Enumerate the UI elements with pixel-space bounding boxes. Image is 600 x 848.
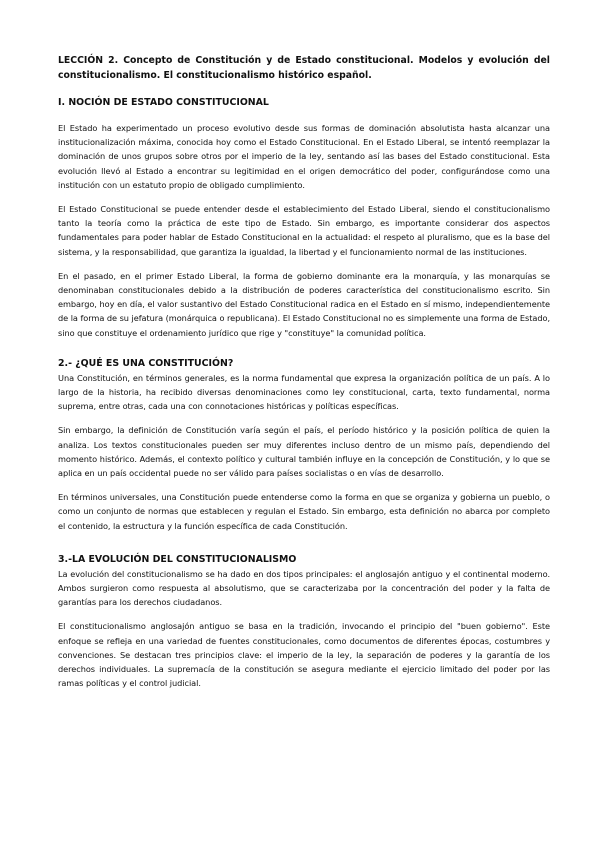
paragraph: El Estado Constitucional se puede entender desde el establecimiento del Estado Liberal, siendo el constitucionalismo tanto la teoría como la práctica de este tipo de Estado. Sin embargo, es importante considerar dos aspectos fundamentales para poder hablar de Estado Constitucional en la actualidad: el respeto al pluralismo, que es la base del sistema, y la responsabilidad, que garantiza la igualdad, la libertad y el funcionamiento normal de las instituciones. <box>58 204 550 257</box>
section-que-es-constitucion <box>58 357 550 533</box>
paragraph: El Estado ha experimentado un proceso evolutivo desde sus formas de dominación absolutista hasta alcanzar una institucionalización máxima, conocida hoy como el Estado Constitucional. En el Estado Liberal, se intentó reemplazar la dominación de unos grupos sobre otros por el imperio de la ley, sentando así las bases del Estado constitucional. Esta evolución llevó al Estado a encontrar su legitimidad en el origen democrático del poder, configurándose como una institución con un estatuto propio de obligado cumplimiento. <box>58 123 550 190</box>
section-heading: 3.-LA EVOLUCIÓN DEL CONSTITUCIONALISMO <box>58 553 297 565</box>
paragraph: En el pasado, en el primer Estado Liberal, la forma de gobierno dominante era la monarquía, y las monarquías se denominaban constitucionales debido a la distribución de poderes característica del constitucionalismo escrito. Sin embargo, hoy en día, el valor sustantivo del Estado Constitucional radica en el Estado en sí mismo, independientemente de la forma de su jefatura (monárquica o republicana). El Estado Constitucional no es simplemente una forma de Estado, sino que constituye el ordenamiento jurídico que rige y "constituye" la comunidad política. <box>58 270 550 338</box>
document-page <box>58 53 550 701</box>
section-evolucion-constitucionalismo <box>58 553 550 691</box>
document-title: LECCIÓN 2. Concepto de Constitución y de Estado constitucional. Modelos y evolución del constitucionalismo. El constitucionalismo histórico español. <box>58 55 550 81</box>
section-estado-constitucional <box>58 96 550 340</box>
paragraph: El constitucionalismo anglosajón antiguo se basa en la tradición, invocando el principio del "buen gobierno". Este enfoque se refleja en una variedad de fuentes constitucionales, como documentos de diferentes épocas, costumbres y convenciones. Se destacan tres principios clave: el imperio de la ley, la separación de poderes y la garantía de los derechos individuales. La supremacía de la constitución se asegura mediante el ejercicio limitado del poder por las ramas políticas y el control judicial. <box>58 621 550 689</box>
section-heading: I. NOCIÓN DE ESTADO CONSTITUCIONAL <box>58 97 269 108</box>
paragraph: La evolución del constitucionalismo se ha dado en dos tipos principales: el anglosajón antiguo y el continental moderno. Ambos surgieron como respuesta al absolutismo, que se caracterizaba por la concentración del poder y la falta de garantías para los derechos ciudadanos. <box>58 568 550 608</box>
paragraph: Una Constitución, en términos generales, es la norma fundamental que expresa la organización política de un país. A lo largo de la historia, ha recibido diversas denominaciones como ley constitucional, carta, texto fundamental, norma suprema, entre otras, cada una con connotaciones históricas y políticas específicas. <box>58 372 550 412</box>
section-heading: 2.- ¿QUÉ ES UNA CONSTITUCIÓN? <box>58 357 234 369</box>
paragraph: En términos universales, una Constitución puede entenderse como la forma en que se organiza y gobierna un pueblo, o como un conjunto de normas que establecen y regulan el Estado. Sin embargo, esta definición no abarca por completo el contenido, la estructura y la función específica de cada Constitución. <box>58 492 550 531</box>
paragraph: Sin embargo, la definición de Constitución varía según el país, el período histórico y la posición política de quien la analiza. Los textos constitucionales pueden ser muy diferentes incluso dentro de un mismo país, dependiendo del momento histórico. Además, el contexto político y cultural también influye en la concepción de Constitución, y lo que se aplica en un país occidental puede no ser válido para países socialistas o en vías de desarrollo. <box>58 425 550 479</box>
